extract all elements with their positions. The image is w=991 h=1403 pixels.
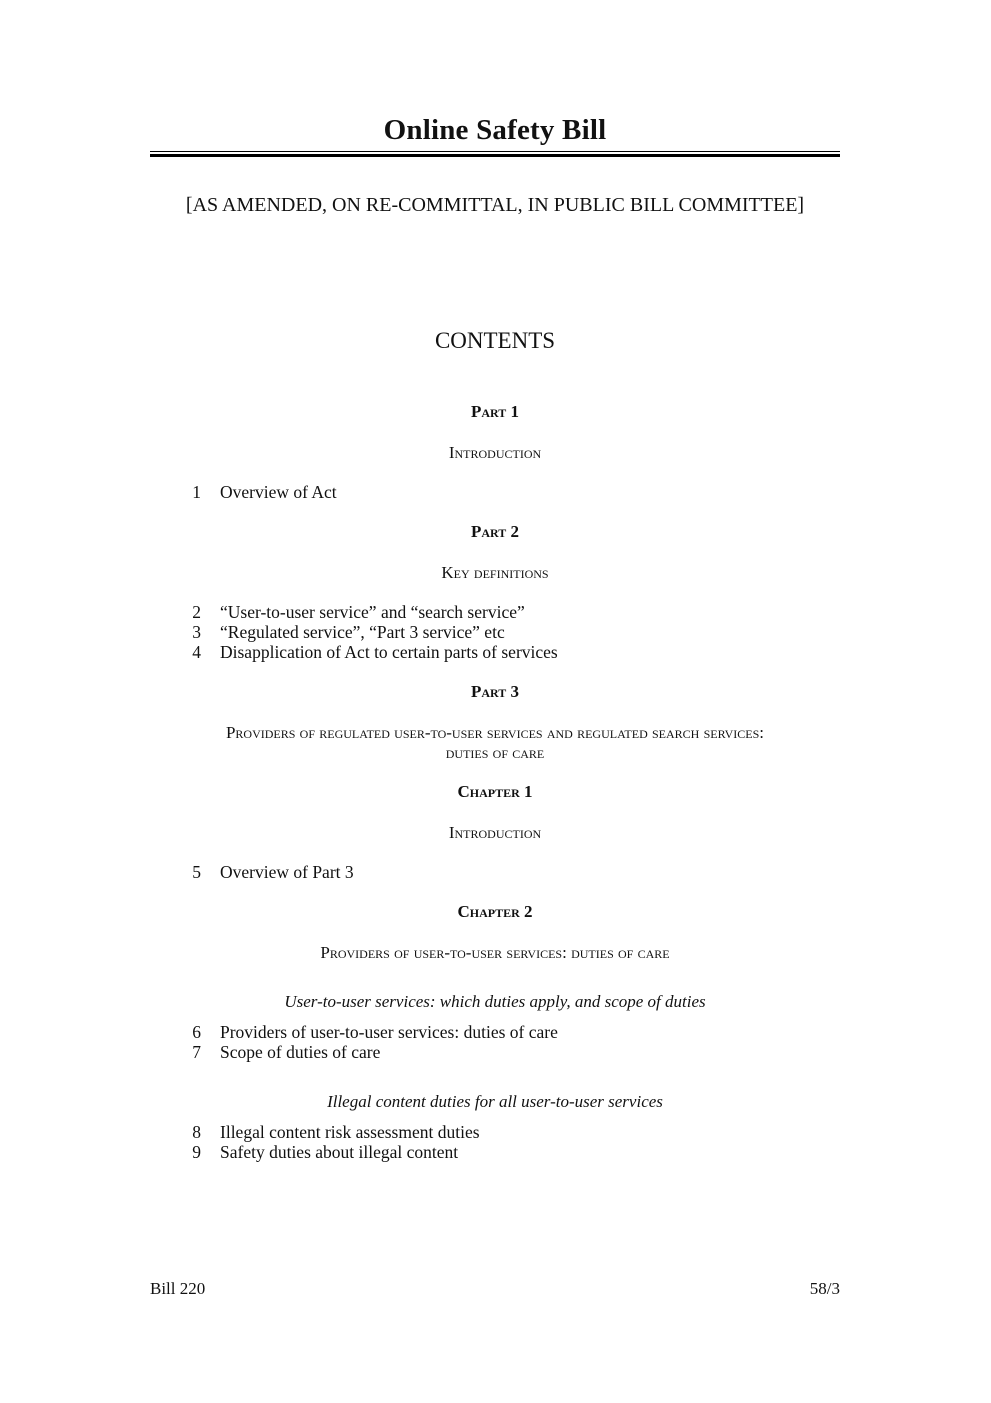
toc-entry[interactable] [150, 1142, 840, 1162]
entry-title[interactable]: Disapplication of Act to certain parts of services [220, 642, 558, 662]
toc-entry[interactable] [150, 482, 840, 502]
title-rule-thick [150, 154, 840, 157]
footer-reference: 58/3 [809, 1279, 840, 1298]
entry-title[interactable]: Overview of Part 3 [220, 862, 354, 882]
group-heading: User-to-user services: which duties apply, and scope of duties [284, 992, 706, 1011]
chapter-2-subheading: Providers of user-to-user services: duties of care [320, 943, 670, 962]
bill-title: Online Safety Bill [383, 114, 607, 146]
footer-bill-number: Bill 220 [150, 1279, 206, 1298]
entry-title[interactable]: Illegal content risk assessment duties [220, 1122, 480, 1142]
entry-title[interactable]: “Regulated service”, “Part 3 service” etc [220, 622, 505, 642]
chapter-1-subheading: Introduction [448, 823, 542, 842]
entry-title[interactable]: “User-to-user service” and “search service” [220, 602, 525, 622]
bill-status: [AS AMENDED, ON RE-COMMITTAL, IN PUBLIC BILL COMMITTEE] [185, 194, 805, 216]
entry-number: 3 [192, 622, 201, 642]
entry-title[interactable]: Overview of Act [220, 482, 337, 502]
entry-number: 5 [192, 862, 201, 882]
toc-entry[interactable] [150, 622, 840, 642]
group-heading: Illegal content duties for all user-to-user services [327, 1092, 663, 1111]
part-3-heading: Part 3 [470, 682, 520, 701]
entry-title[interactable]: Providers of user-to-user services: duties of care [220, 1022, 558, 1042]
entry-number: 1 [192, 482, 201, 502]
chapter-2-heading: Chapter 2 [457, 902, 533, 921]
entry-number: 6 [192, 1022, 201, 1042]
part-1-subheading: Introduction [448, 443, 542, 462]
entry-number: 2 [192, 602, 201, 622]
toc-entry[interactable] [150, 642, 840, 662]
entry-title[interactable]: Scope of duties of care [220, 1042, 381, 1062]
entry-number: 4 [192, 642, 201, 662]
part-3-subheading-line-1: Providers of regulated user-to-user services and regulated search services: [225, 723, 765, 742]
part-2-heading: Part 2 [470, 522, 520, 541]
toc-entry[interactable] [150, 602, 840, 622]
entry-number: 8 [192, 1122, 201, 1142]
part-1-heading: Part 1 [470, 402, 520, 421]
toc-entry[interactable] [150, 1042, 840, 1062]
toc-entry[interactable] [150, 1122, 840, 1142]
part-2-subheading: Key definitions [441, 563, 549, 582]
toc-entry[interactable] [150, 862, 840, 882]
title-rule-thin [150, 151, 840, 152]
contents-heading: CONTENTS [434, 328, 556, 353]
entry-number: 9 [192, 1142, 201, 1162]
chapter-1-heading: Chapter 1 [457, 782, 533, 801]
toc-entry[interactable] [150, 1022, 840, 1042]
entry-number: 7 [192, 1042, 201, 1062]
entry-title[interactable]: Safety duties about illegal content [220, 1142, 459, 1162]
part-3-subheading-line-2: duties of care [445, 743, 545, 762]
